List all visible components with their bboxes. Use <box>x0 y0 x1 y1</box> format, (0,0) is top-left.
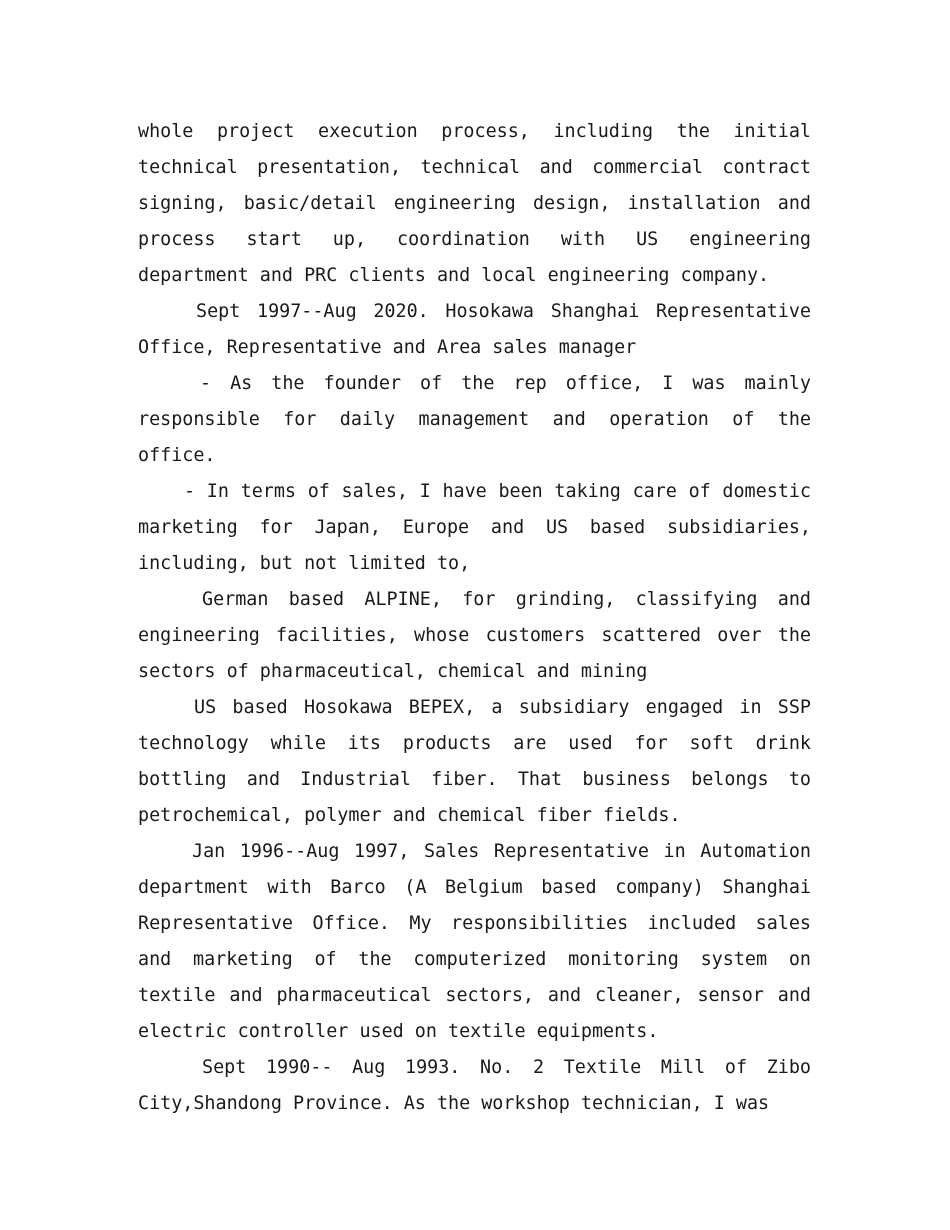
paragraph-textile-mill: Sept 1990-- Aug 1993. No. 2 Textile Mill of Zibo City,Shandong Province. As the workshop technician, I was <box>138 1057 811 1114</box>
paragraph-barco: Jan 1996--Aug 1997, Sales Representative in Automation department with Barco (A Belgium based company) Shanghai Representative Office. My responsibilities included sales and marketing of the computerized monitoring system on textile and pharmaceutical sectors, and cleaner, sensor and electric controller used on textile equipments. <box>138 841 811 1042</box>
paragraph-hosokawa-heading: Sept 1997--Aug 2020. Hosokawa Shanghai Representative Office, Representative and Area sales manager <box>138 301 811 358</box>
paragraph-project-execution: whole project execution process, including the initial technical presentation, technical and commercial contract signing, basic/detail engineering design, installation and process start up, coordination with US engineering department and PRC clients and local engineering company. <box>138 121 811 286</box>
paragraph-founder-duties: - As the founder of the rep office, I was mainly responsible for daily management and operation of the office. <box>138 373 811 466</box>
paragraph-sales-duties: - In terms of sales, I have been taking care of domestic marketing for Japan, Europe and US based subsidiaries, including, but not limited to, <box>138 481 811 574</box>
body-text <box>138 114 811 1122</box>
paragraph-bepex: US based Hosokawa BEPEX, a subsidiary engaged in SSP technology while its products are used for soft drink bottling and Industrial fiber. That business belongs to petrochemical, polymer and chemical fiber fields. <box>138 697 811 826</box>
paragraph-alpine: German based ALPINE, for grinding, classifying and engineering facilities, whose customers scattered over the sectors of pharmaceutical, chemical and mining <box>138 589 811 682</box>
